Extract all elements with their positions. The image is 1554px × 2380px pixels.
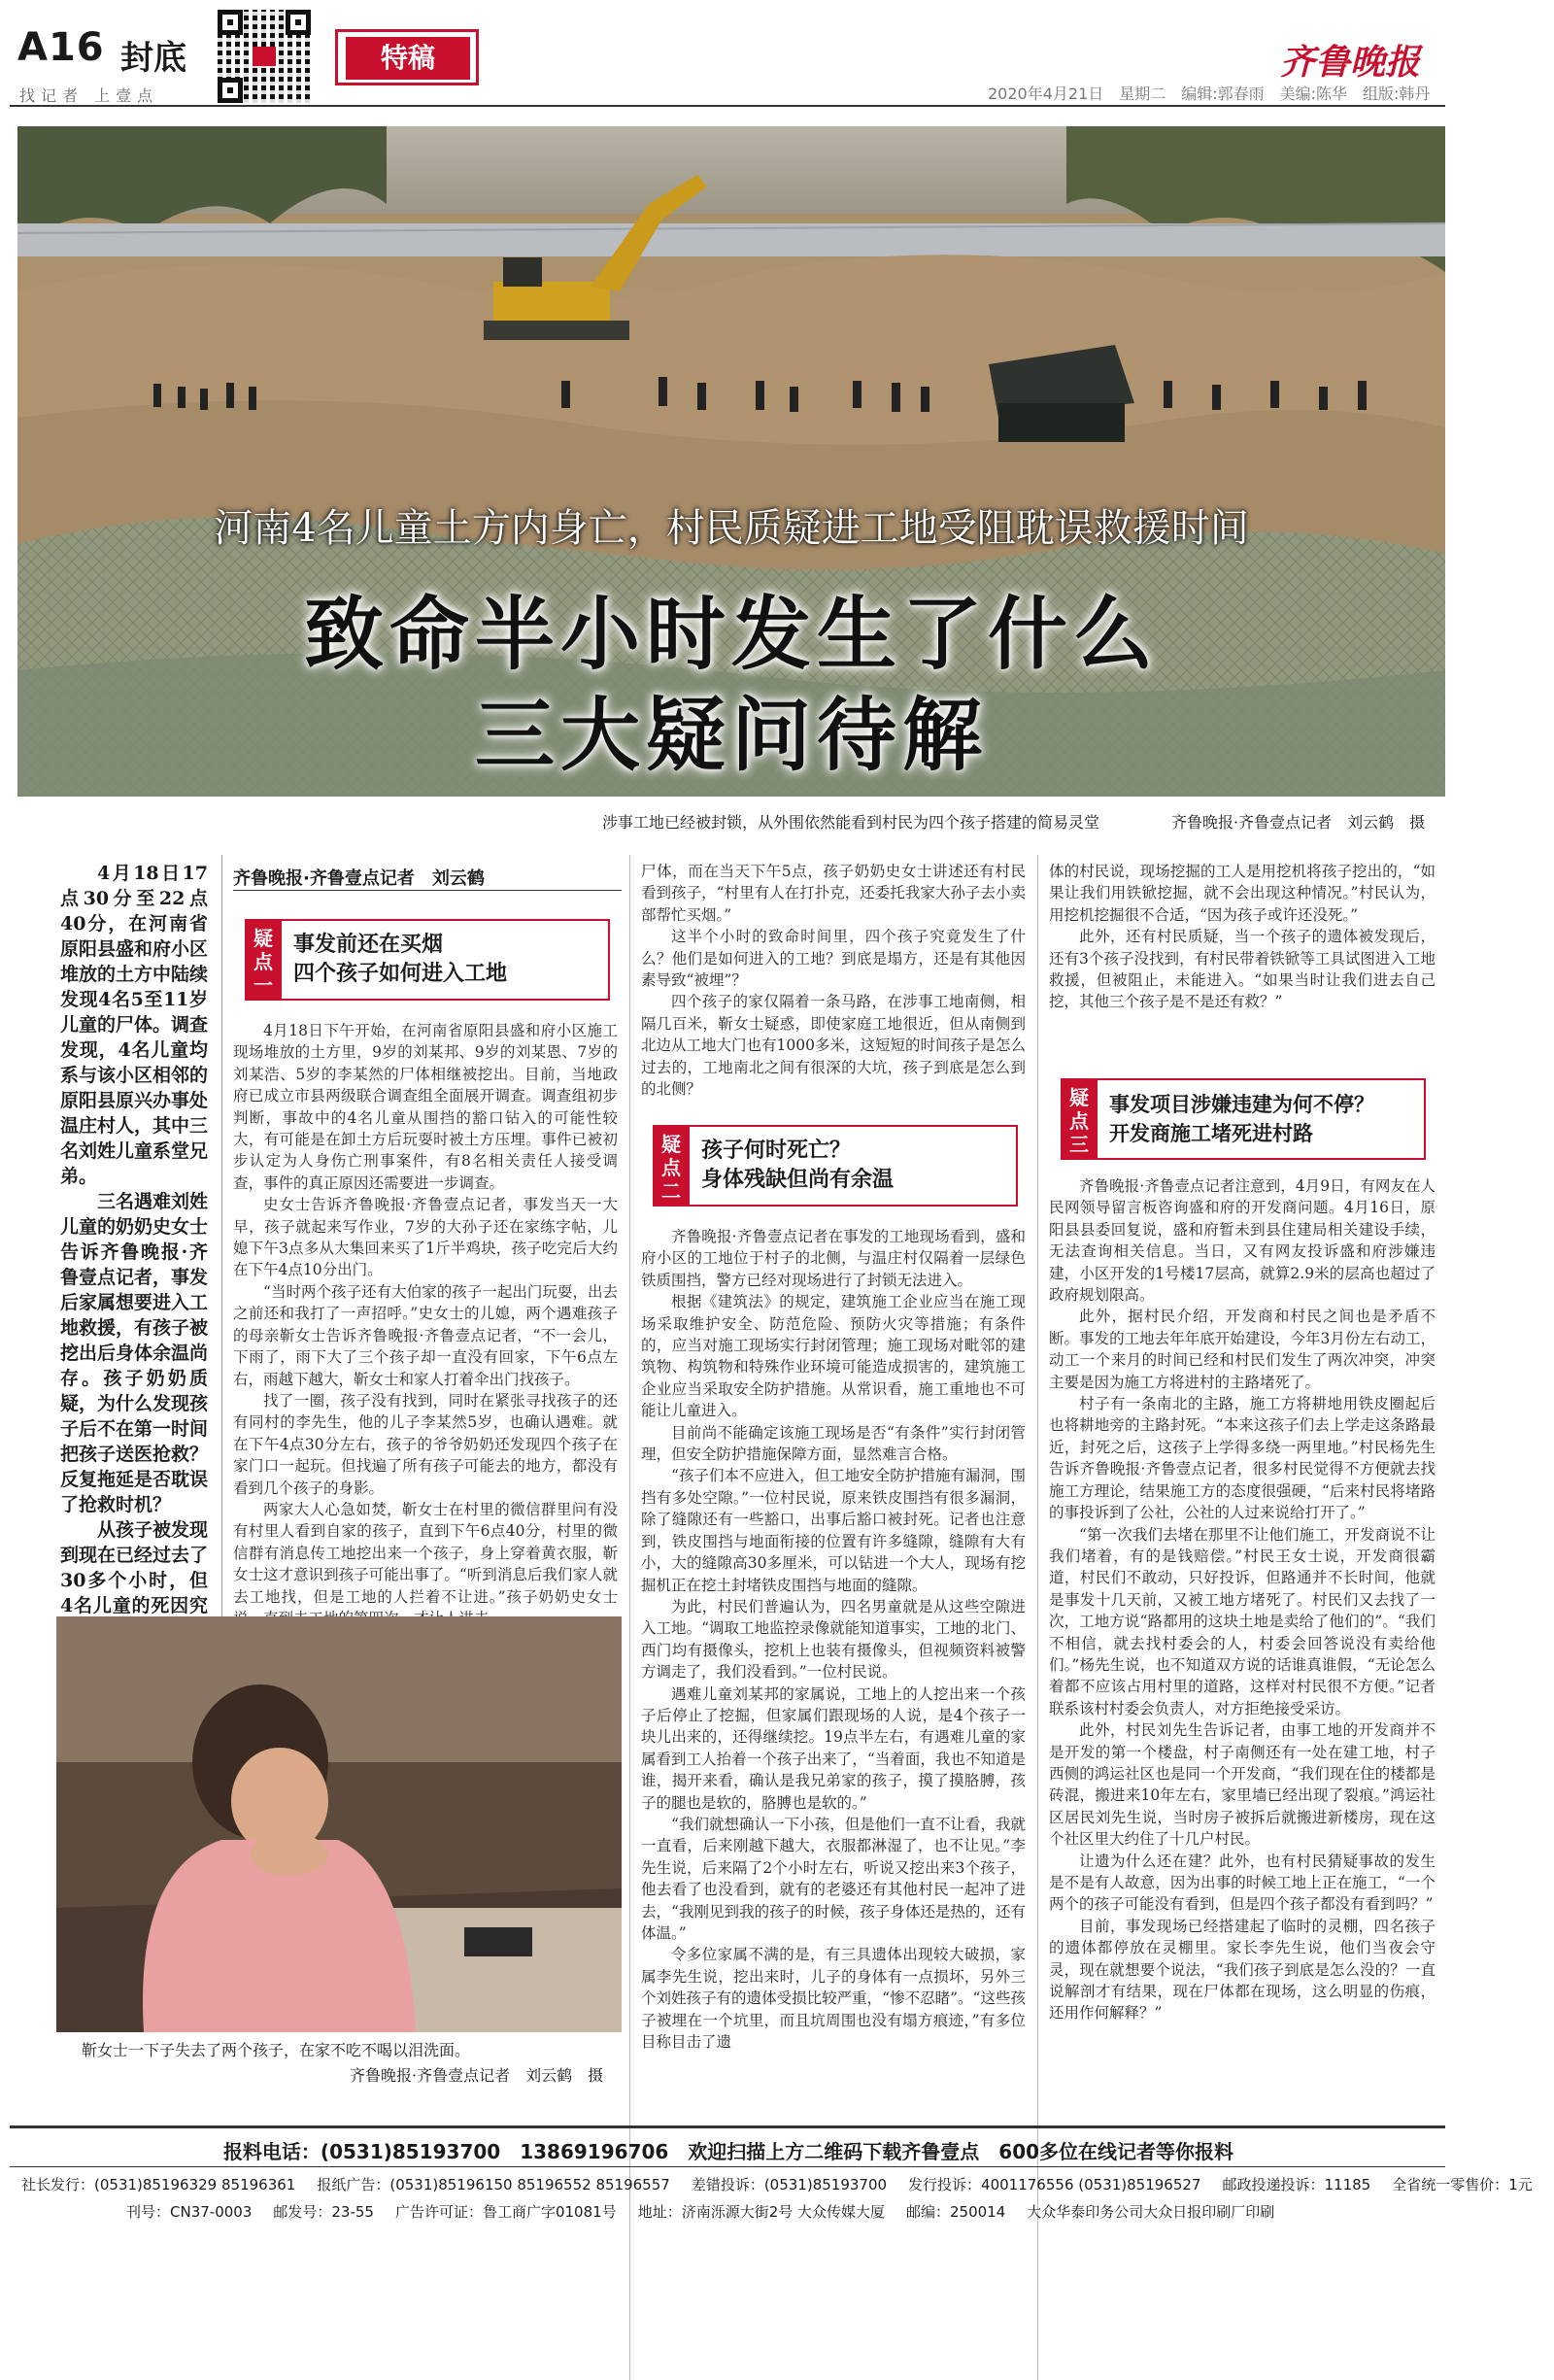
column-tag: 特稿	[346, 37, 470, 80]
newspaper-logo: 齐鲁晚报	[1280, 42, 1421, 83]
footer-item: 邮发号：23-55	[273, 2203, 374, 2221]
footer-item: 邮编：250014	[906, 2203, 1006, 2221]
body-paragraph: 为此，村民们普遍认为，四名男童就是从这些空隙进入工地。“调取工地监控录像就能知道事实，工地的北门、西门均有摄像头，挖机上也装有摄像头，但视频资料被警方调走了，我们没看到。”一位村民说。	[641, 1597, 1026, 1682]
question-heading-line: 四个孩子如何进入工地	[293, 962, 508, 986]
body-paragraph: 齐鲁晚报·齐鲁壹点记者注意到，4月9日，有网友在人民网领导留言板咨询盛和府的开发商问题。4月16日，原阳县县委回复说，盛和府暂未到县住建局相关建设手续，无法查询相关信息。当日，又有网友投诉盛和府涉嫌违建，小区开发的1号楼17层高，就算2.9米的层高也超过了政府规划限高。	[1049, 1177, 1436, 1305]
body-paragraph: 令多位家属不满的是，有三具遗体出现较大破损，家属李先生说，挖出来时，儿子的身体有一点损坏，另外三个刘姓孩子有的遗体受损比较严重，“惨不忍睹”。“这些孩子被埋在一个坑里，而且坑周围也没有塌方痕迹，”有多位目称目击了遗	[641, 1946, 1026, 2052]
footer-publication-info	[126, 2201, 1449, 2222]
question-tag: 疑点一	[245, 921, 282, 999]
body-paragraph: 目前尚不能确定该施工现场是否“有条件”实行封闭管理，但安全防护措施保障方面，显然难言合格。	[641, 1423, 1026, 1464]
question-heading-line: 开发商施工堵死进村路	[1109, 1122, 1313, 1145]
lead-paragraph: 4月18日17点30分至22点40分，在河南省原阳县盛和府小区堆放的土方中陆续发现4名5至11岁儿童的尸体。调查发现，4名儿童均系与该小区相邻的原阳县原兴办事处温庄村人，其中三名刘姓儿童系堂兄弟。	[60, 863, 209, 1187]
header-divider	[10, 105, 1445, 107]
page-number: A16	[17, 25, 105, 70]
footer-item: 邮政投递投诉：11185	[1222, 2176, 1371, 2193]
hotline-banner: 报料电话：(0531)85193700 13869196706 欢迎扫描上方二维码下载齐鲁壹点 600多位在线记者等你报料	[222, 2140, 1234, 2163]
footer-item: 刊号：CN37-0003	[126, 2203, 253, 2221]
question-heading	[1109, 1090, 1374, 1148]
body-paragraph: 此外，据村民介绍，开发商和村民之间也是矛盾不断。事发的工地去年年底开始建设，今年3月份左右动工，动工一个来月的时间已经和村民们发生了两次冲突，冲突主要是因为施工方将进村的主路堵死了。	[1049, 1308, 1436, 1391]
footer-item: 社长发行：(0531)85196329 85196361	[21, 2176, 296, 2193]
body-paragraph: “第一次我们去堵在那里不让他们施工，开发商说不让我们堵着，有的是钱赔偿。”村民王女士说，开发商很霸道，村民们不敢动，只好投诉，但路通并不长时间，他就是事发十几天前，又被工地方堵死了。村民们又去找了一次，工地方说“路都用的这块土地是卖给了他们的”。“我们不相信，就去找村委会的人，村委会回答说没有卖给他们。”杨先生说，也不知道双方说的话谁真谁假，“无论怎么着都不应该占用村里的道路，这样对村民很不方便。”记者联系该村村委会负责人，对方拒绝接受采访。	[1049, 1525, 1436, 1717]
body-paragraph: 目前，事发现场已经搭建起了临时的灵棚，四名孩子的遗体都停放在灵棚里。家长李先生说，他们当夜会守灵，现在就想要个说法，“我们孩子到底是怎么没的？一直说解剖才有结果，现在尸体都在现场，这么明显的伤痕，还用作何解释？”	[1049, 1917, 1436, 2023]
body-paragraph: “我们就想确认一下小孩，但是他们一直不让看，我就一直看，后来刚越下越大，衣服都淋湿了，也不让见。”李先生说，后来隔了2个小时左右，听说又挖出来3个孩子，他去看了也没看到，就有的老婆还有其他村民一起冲了进去，“我刚见到我的孩子的时候，孩子身体还是热的，还有体温。”	[641, 1815, 1026, 1942]
body-paragraph: 此外，还有村民质疑，当一个孩子的遗体被发现后，还有3个孩子没找到，有村民带着铁锨等工具试图进入工地救援，但被阻止，未能进入。“如果当时让我们进去自己挖，其他三个孩子是不是还有救？”	[1049, 928, 1436, 1011]
qr-code-icon[interactable]	[218, 10, 311, 103]
question-heading-line: 事发项目涉嫌违建为何不停？	[1109, 1093, 1374, 1116]
body-paragraph: 史女士告诉齐鲁晚报·齐鲁壹点记者，事发当天一大早，孩子就起来写作业，7岁的大孙子还在家练字帖，儿媳下午3点多从大集回来买了1斤半鸡块，孩子吃完后大约在下午4点10分出门。	[233, 1196, 618, 1279]
footer-divider	[10, 2125, 1445, 2128]
body-paragraph: “当时两个孩子还有大伯家的孩子一起出门玩耍，出去之前还和我打了一声招呼。”史女士的儿媳，两个遇难孩子的母亲靳女士告诉齐鲁晚报·齐鲁壹点记者，“不一会儿，下雨了，雨下大了三个孩子却一直没有回家，下午6点左右，雨越下越大，靳女士和家人打着伞出门找孩子。	[233, 1282, 618, 1388]
body-paragraph: 尸体，而在当天下午5点，孩子奶奶史女士讲述还有村民看到孩子，“村里有人在打扑克，还委托我家大孙子去小卖部帮忙买烟。”	[641, 863, 1026, 924]
byline: 齐鲁晚报·齐鲁壹点记者 刘云鹤	[233, 868, 485, 889]
section-slogan: 找记者 上壹点	[19, 86, 159, 105]
body-paragraph: 村子有一条南北的主路，施工方将耕地用铁皮圈起后也将耕地旁的主路封死。“本来这孩子们去上学走这条路最近，封死之后，这孩子上学得多绕一两里地。”村民杨先生告诉齐鲁晚报·齐鲁壹点记者，很多村民觉得不方便就去找施工方理论，结果施工方的态度很强硬，“后来村民将堵路的事投诉到了公社，公社的人过来说给打开了。”	[1049, 1395, 1436, 1522]
photo-credit: 齐鲁晚报·齐鲁壹点记者 刘云鹤 摄	[350, 2066, 604, 2085]
photo-credit: 齐鲁晚报·齐鲁壹点记者 刘云鹤 摄	[1171, 813, 1426, 832]
question-heading-line: 事发前还在买烟	[293, 933, 444, 957]
photo-caption: 涉事工地已经被封锁，从外围依然能看到村民为四个孩子搭建的简易灵堂	[602, 813, 1100, 832]
article-column	[641, 1226, 1026, 2053]
footer-item: 发行投诉：4001176556 (0531)85196527	[908, 2176, 1201, 2193]
photo-caption: 靳女士一下子失去了两个孩子，在家不吃不喝以泪洗面。	[82, 2041, 471, 2059]
question-tag: 疑点三	[1061, 1080, 1098, 1158]
footer-item: 全省统一零售价：1元	[1392, 2176, 1533, 2193]
footer-item: 广告许可证：鲁工商广字01081号	[394, 2203, 617, 2221]
body-paragraph: 这半个小时的致命时间里，四个孩子究竟发生了什么？他们是如何进入的工地？到底是塌方，还是有其他因素导致“被埋”？	[641, 928, 1026, 990]
headline-subtitle: 河南4名儿童土方内身亡，村民质疑进工地受阻耽误救援时间	[214, 506, 1249, 551]
footer-contacts	[21, 2174, 1533, 2194]
body-paragraph: 此外，村民刘先生告诉记者，由事工地的开发商并不是开发的第一个楼盘，村子南侧还有一处在建工地，村子西侧的鸿运社区也是同一个开发商，“我们现在住的楼都是砖混，搬进来10年左右，家里墙已经出现了裂痕。”鸿运社区居民刘先生说，当时房子被拆后就搬进新楼房，现在这个社区里大约住了十几户村民。	[1049, 1721, 1436, 1849]
body-paragraph: 让遗为什么还在建？此外，也有村民猜疑事故的发生是不是有人故意，因为出事的时候工地上正在施工，“一个两个的孩子可能没有看到，但是四个孩子都没有看到吗？”	[1049, 1852, 1436, 1914]
lead-paragraph: 从孩子被发现到现在已经过去了30多个小时，但4名儿童的死因究	[60, 1519, 209, 1616]
article-column	[641, 861, 1026, 1100]
headline-secondary: 三大疑问待解	[474, 690, 988, 782]
body-paragraph: 找了一圈，孩子没有找到，同时在紧张寻找孩子的还有同村的李先生，他的儿子李某然5岁，也确认遇难。就在下午4点30分左右，孩子的爷爷奶奶还发现四个孩子在家门口一起玩。但找遍了所有孩子可能去的地方，都没有看到几个孩子的身影。	[233, 1391, 618, 1497]
question-heading	[293, 931, 507, 989]
article-lead	[60, 861, 208, 1669]
article-column	[1049, 1175, 1436, 2024]
body-paragraph: 4月18日下午开始，在河南省原阳县盛和府小区施工现场堆放的土方里，9岁的刘某邦、9岁的刘某恩、7岁的刘某浩、5岁的李某然的尸体相继被挖出。目前，当地政府已成立市县两级联合调查组全面展开调查。调查组初步判断，事故中的4名儿童从围挡的豁口钻入的可能性较大，有可能是在卸土方后玩耍时被土方压埋。事件已被初步认定为人身伤亡刑事案件，有8名相关责任人接受调查，事件的真正原因还需要进一步调查。	[233, 1022, 618, 1192]
body-paragraph: 遇难儿童刘某邦的家属说，工地上的人挖出来一个孩子后停止了挖掘，但家属们跟现场的人说，是4个孩子一块儿出来的，还得继续挖。19点半左右，有遇难儿童的家属看到工人抬着一个孩子出来了，“当着面，我也不知道是谁，揭开来看，确认是我兄弟家的孩子，摸了摸胳膊，孩子的腿也是软的，胳膊也是软的。”	[641, 1684, 1026, 1812]
footer-item: 差错投诉：(0531)85193700	[691, 2176, 888, 2193]
section-name: 封底	[120, 39, 186, 78]
headline-main: 致命半小时发生了什么	[303, 589, 1159, 681]
grieving-mother-photo	[56, 1616, 622, 2032]
footer-divider	[10, 2166, 1445, 2167]
body-paragraph: 根据《建筑法》的规定，建筑施工企业应当在施工现场采取维护安全、防范危险、预防火灾等措施；有条件的，应当对施工现场实行封闭管理；施工现场对毗邻的建筑物、构筑物和特殊作业环境可能造成损害的，建筑施工企业应当采取安全防护措施。从常识看，施工重地也不可能让儿童进入。	[641, 1293, 1026, 1420]
byline-divider	[233, 890, 622, 891]
footer-item: 大众华泰印务公司大众日报印刷厂印刷	[1027, 2203, 1275, 2221]
issue-meta: 2020年4月21日 星期二 编辑:郭春雨 美编:陈华 组版:韩丹	[988, 85, 1431, 103]
question-heading-line: 孩子何时死亡？	[701, 1139, 852, 1163]
footer-item: 报纸广告：(0531)85196150 85196552 85196557	[317, 2176, 670, 2193]
body-paragraph: 两家大人心急如焚，靳女士在村里的微信群里问有没有村里人看到自家的孩子，直到下午6点40分，村里的微信群有消息传工地挖出来一个孩子，身上穿着黄衣服，靳女士这才意识到孩子可能出事了。“听到消息后我们家人就去工地找，但是工地的人拦着不让进。”孩子奶奶史女士	[233, 1500, 618, 1606]
article-column	[1049, 861, 1436, 1013]
question-heading-line: 身体残缺但尚有余温	[701, 1168, 895, 1192]
body-paragraph: 齐鲁晚报·齐鲁壹点记者在事发的工地现场看到，盛和府小区的工地位于村子的北侧，与温庄村仅隔着一层绿色铁质围挡，警方已经对现场进行了封锁无法进入。	[641, 1228, 1026, 1289]
footer-item: 地址：济南泺源大街2号 大众传媒大厦	[637, 2203, 886, 2221]
body-paragraph: “孩子们本不应进入，但工地安全防护措施有漏洞，围挡有多处空隙。”一位村民说，原来铁皮围挡有很多漏洞，除了缝隙还有一些豁口，出事后豁口被封死。记者也注意到，铁皮围挡与地面衔接的位置有许多缝隙，缝隙有大有小，大的缝隙高30多厘米，可以钻进一个大人，现场有挖掘机正在挖土封堵铁皮围挡与地面的缝隙。	[641, 1467, 1026, 1594]
question-heading	[701, 1137, 894, 1195]
body-paragraph: 体的村民说，现场挖掘的工人是用挖机将孩子挖出的，“如果让我们用铁锨挖掘，就不会出现这种情况。”村民认为，用挖机挖掘很不合适，“因为孩子或许还没死。”	[1049, 863, 1436, 924]
body-paragraph: 四个孩子的家仅隔着一条马路，在涉事工地南侧，相隔几百米，靳女士疑惑，即使家庭工地很近，但从南侧到北边从工地大门也有1000多米，这短短的时间孩子是怎么过去的，工地南北之间有很深的大坑，孩子到底是怎么到的北侧？	[641, 993, 1026, 1099]
question-tag: 疑点二	[653, 1127, 690, 1205]
lead-paragraph: 三名遇难刘姓儿童的奶奶史女士告诉齐鲁晚报·齐鲁壹点记者，事发后家属想要进入工地救援，有孩子被挖出后身体余温尚存。孩子奶奶质疑，为什么发现孩子后不在第一时间把孩子送医抢救？反复拖延是否耽误了抢救时机？	[60, 1191, 209, 1515]
